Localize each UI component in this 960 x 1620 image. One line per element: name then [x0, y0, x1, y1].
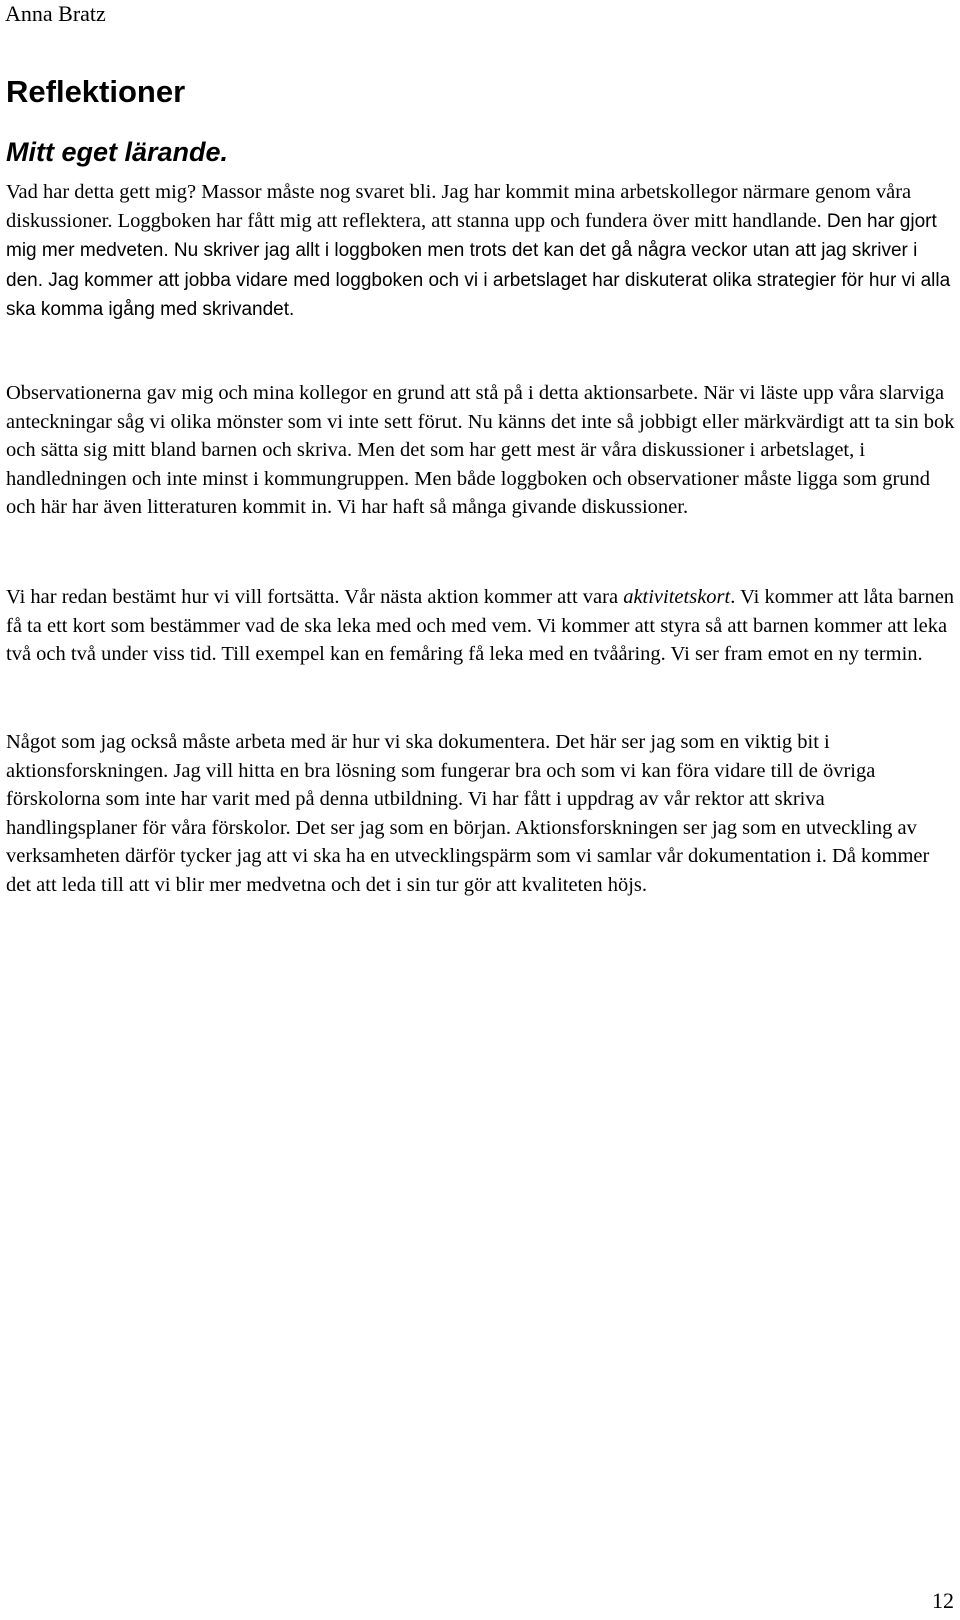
author-name: Anna Bratz [5, 1, 106, 26]
paragraph-1 [6, 178, 956, 325]
paragraph-3 [6, 583, 956, 669]
section-heading: Reflektioner [6, 74, 186, 109]
paragraph-2: Observationerna gav mig och mina kollegor en grund att stå på i detta aktionsarbete. När vi läste upp våra slarviga anteckningar såg vi olika mönster som vi inte sett förut. Nu känns det inte så jobbigt eller märkvärdigt att ta sin bok och sätta sig mitt bland barnen och skriva. Men det som har gett mest är våra diskussioner i arbetslaget, i handledningen och inte minst i kommungruppen. Men både loggboken och observationer måste ligga som grund och här har även litteraturen kommit in. Vi har haft så många givande diskussioner. [6, 382, 955, 519]
paragraph-3-emphasis: aktivitetskort [623, 586, 731, 608]
section-subheading: Mitt eget lärande. [6, 137, 229, 167]
paragraph-1-part-a: Vad har detta gett mig? Massor måste nog svaret bli. Jag har kommit mina arbetskollegor närmare genom våra diskussioner. Loggboken har fått mig att reflektera, att stanna upp och fundera över mitt handlande. [6, 181, 912, 232]
paragraph-1-part-b: Den har gjort mig mer medveten. Nu skriver jag allt i loggboken men trots det kan det gå några veckor utan att jag skriver i den. Jag kommer att jobba vidare med loggboken och vi i arbetslaget har diskuterat olika strategier för hur vi alla ska komma igång med skrivandet. [6, 210, 951, 321]
paragraph-3-before: Vi har redan bestämt hur vi vill fortsätta. Vår nästa aktion kommer att vara [6, 586, 624, 608]
paragraph-3-after: . Vi kommer att låta barnen få ta ett kort som bestämmer vad de ska leka med och med vem. Vi kommer att styra så att barnen kommer att leka två och två under viss tid. Till exempel kan en femåring få leka med en tvååring. Vi ser fram emot en ny termin. [6, 586, 955, 666]
paragraph-4: Något som jag också måste arbeta med är hur vi ska dokumentera. Det här ser jag som en viktig bit i aktionsforskningen. Jag vill hitta en bra lösning som fungerar bra och som vi kan föra vidare till de övriga förskolorna som inte har varit med på denna utbildning. Vi har fått i uppdrag av vår rektor att skriva handlingsplaner för våra förskolor. Det ser jag som en början. Aktionsforskningen ser jag som en utveckling av verksamheten därför tycker jag att vi ska ha en utvecklingspärm som vi samlar vår dokumentation i. Då kommer det att leda till att vi blir mer medvetna och det i sin tur gör att kvaliteten höjs. [6, 731, 930, 896]
page-number: 12 [932, 1588, 954, 1613]
